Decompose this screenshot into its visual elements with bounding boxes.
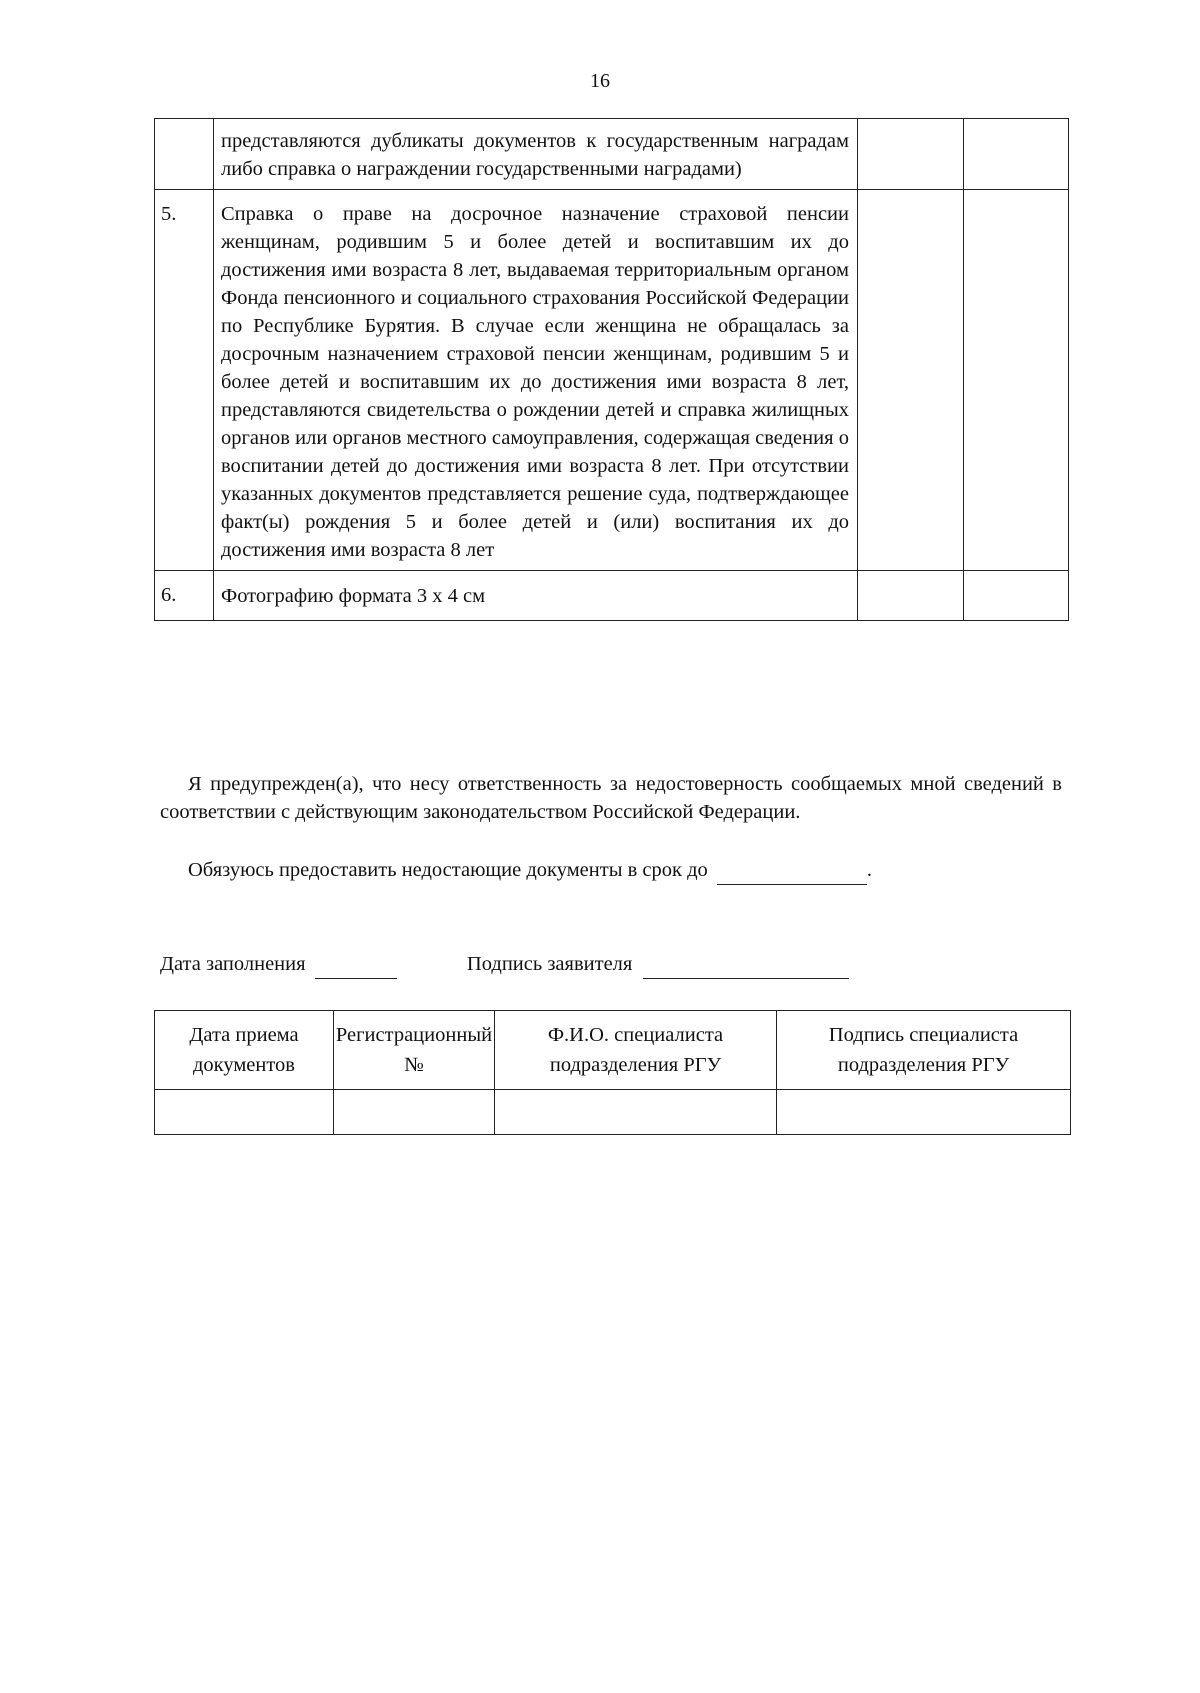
header-date-received: Дата приема документов bbox=[155, 1011, 334, 1090]
table-row bbox=[155, 190, 1069, 571]
reception-table bbox=[154, 1010, 1071, 1135]
row-number: 6. bbox=[155, 571, 214, 621]
empty-cell bbox=[964, 190, 1069, 571]
header-registration-number: Регистрационный № bbox=[334, 1011, 495, 1090]
specialist-signature-cell[interactable] bbox=[777, 1090, 1071, 1135]
header-specialist-signature: Подпись специалиста подразделения РГУ bbox=[777, 1011, 1071, 1090]
empty-cell bbox=[964, 571, 1069, 621]
header-specialist-name: Ф.И.О. специалиста подразделения РГУ bbox=[495, 1011, 777, 1090]
table-row bbox=[155, 571, 1069, 621]
empty-cell bbox=[858, 571, 964, 621]
specialist-name-cell[interactable] bbox=[495, 1090, 777, 1135]
signature-blank[interactable] bbox=[643, 950, 849, 979]
promise-text: Обязуюсь предоставить недостающие документы в срок до bbox=[188, 859, 708, 881]
date-received-cell[interactable] bbox=[155, 1090, 334, 1135]
date-blank[interactable] bbox=[315, 950, 397, 979]
liability-warning: Я предупрежден(а), что несу ответственность за недостоверность сообщаемых мной сведений в соответствии с действующим законодательством Российской Федерации. bbox=[160, 773, 1062, 823]
table-header-row bbox=[155, 1011, 1071, 1090]
registration-number-cell[interactable] bbox=[334, 1090, 495, 1135]
signature-label: Подпись заявителя bbox=[466, 953, 633, 975]
promise-end: . bbox=[866, 859, 873, 881]
date-label: Дата заполнения bbox=[160, 953, 306, 975]
table-row bbox=[155, 1090, 1071, 1135]
promise-statement bbox=[160, 856, 1062, 885]
empty-cell bbox=[964, 119, 1069, 190]
documents-table bbox=[154, 118, 1069, 621]
empty-cell bbox=[858, 190, 964, 571]
signature-row bbox=[160, 950, 1062, 979]
empty-cell bbox=[858, 119, 964, 190]
document-description: Справка о праве на досрочное назначение страховой пенсии женщинам, родившим 5 и более детей и воспитавшим их до достижения ими возраста 8 лет, выдаваемая территориальным органом Фонда пенсионного и социального страхования Российской Федерации по Республике Бурятия. В случае если женщина не обращалась за досрочным назначением страховой пенсии женщинам, родившим 5 и более детей и воспитавшим их до достижения ими возраста 8 лет, представляются свидетельства о рождении детей и справка жилищных органов или органов местного самоуправления, содержащая сведения о воспитании детей до достижения ими возраста 8 лет. При отсутствии указанных документов представляется решение суда, подтверждающее факт(ы) рождения 5 и более детей и (или) воспитания их до достижения ими возраста 8 лет bbox=[214, 190, 858, 571]
row-number bbox=[155, 119, 214, 190]
document-description: Фотографию формата 3 х 4 см bbox=[214, 571, 858, 621]
row-number: 5. bbox=[155, 190, 214, 571]
page-number: 16 bbox=[590, 70, 610, 92]
deadline-blank[interactable] bbox=[717, 856, 867, 885]
table-row bbox=[155, 119, 1069, 190]
document-description: представляются дубликаты документов к государственным наградам либо справка о награждении государственными наградами) bbox=[214, 119, 858, 190]
